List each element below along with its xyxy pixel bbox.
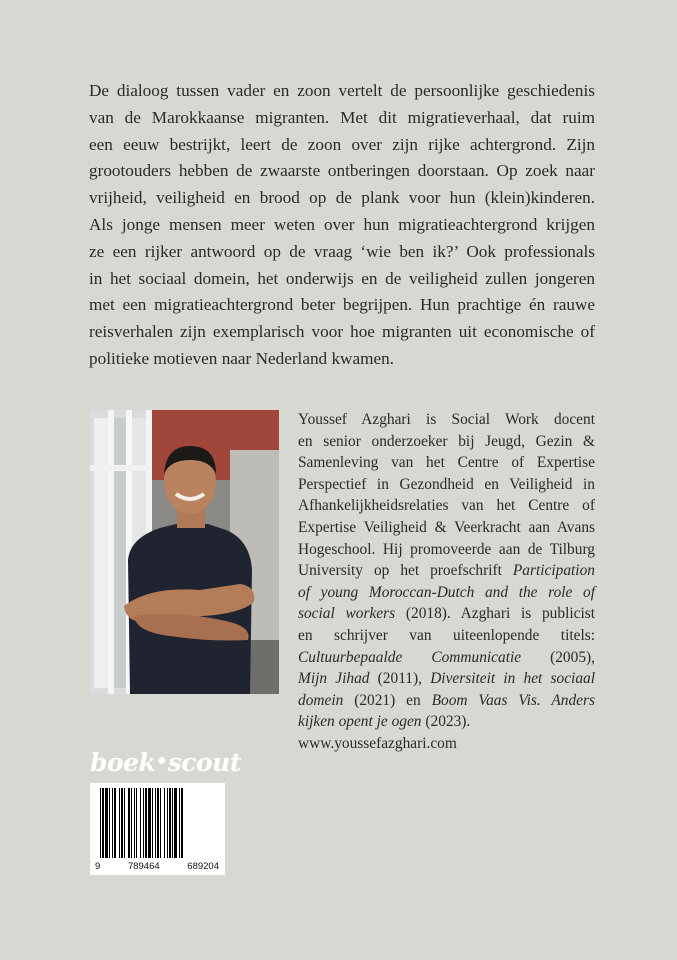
barcode-bar — [128, 788, 130, 858]
barcode-bar — [114, 788, 116, 858]
barcode-bar — [172, 788, 173, 858]
bio-line: Youssef Azghari is Social Work docent — [298, 411, 595, 428]
book-title: Mijn Jihad — [298, 670, 370, 688]
book-title: social workers — [298, 605, 396, 623]
barcode-bar — [143, 788, 144, 858]
bio-line — [298, 668, 595, 690]
barcode-bar — [167, 788, 168, 858]
barcode-bar — [134, 788, 135, 858]
logo-dot: • — [155, 749, 168, 773]
barcode-bar — [112, 788, 113, 858]
barcode-bar — [109, 788, 110, 858]
barcode-bar — [102, 788, 104, 858]
bio-line: Samenleving van het Centre of Expertise — [298, 454, 595, 472]
barcode-bar — [145, 788, 147, 858]
bio-line: en senior onderzoeker bij Jeugd, Gezin & — [298, 432, 595, 450]
barcode-digit: 9 — [95, 861, 101, 872]
blurb-line: De dialoog tussen vader en zoon vertelt de persoonlijke geschiedenis — [89, 81, 595, 100]
blurb-line: Als jonge mensen meer weten over hun migratieachtergrond krijgen — [89, 214, 595, 234]
barcode-bar — [152, 788, 153, 858]
barcode-bar — [105, 788, 108, 858]
barcode-bar — [164, 788, 165, 858]
bio-line — [298, 582, 595, 604]
barcode-bar — [100, 788, 101, 858]
barcode-digits: 689204 — [187, 861, 219, 872]
bio-text: (2005), — [550, 648, 595, 666]
barcode-bar — [160, 788, 161, 858]
bio-line: Expertise Veiligheid & Veerkracht aan Avans — [298, 518, 595, 536]
barcode-bar — [119, 788, 120, 858]
bio-text: (2018). Azghari is publicist — [405, 605, 596, 623]
blurb-line: reisverhalen zijn exemplarisch voor hoe migranten uit economische of — [89, 322, 595, 342]
book-title: of young Moroccan-Dutch and the role of — [298, 583, 595, 601]
barcode-bar — [174, 788, 177, 858]
blurb-line: politieke motieven naar Nederland kwamen. — [89, 348, 394, 368]
logo-text: scout — [167, 748, 241, 777]
barcode-bars — [90, 783, 225, 861]
blurb-line: van de Marokkaanse migranten. Met dit migratieverhaal, dat ruim — [89, 107, 595, 127]
barcode-bar — [157, 788, 159, 858]
barcode-bar — [124, 788, 125, 858]
bio-line — [298, 603, 595, 625]
back-cover-blurb — [89, 78, 595, 373]
author-website: www.youssefazghari.com — [298, 734, 457, 752]
bio-text: (2011), — [377, 670, 422, 688]
book-title: Participation — [512, 562, 595, 580]
blurb-line: grootouders hebben de zwaarste ontberingen doorstaan. Op zoek naar — [89, 161, 595, 181]
barcode-bar — [140, 788, 141, 858]
barcode-bar — [148, 788, 151, 858]
publisher-logo — [90, 748, 241, 780]
book-title: Diversiteit in het sociaal — [430, 670, 595, 688]
barcode-bar — [131, 788, 132, 858]
book-title: domein — [298, 691, 344, 709]
barcode-digits: 789464 — [127, 861, 160, 872]
blurb-line: met een migratieachtergrond beter begrijpen. Hun prachtige én rauwe — [89, 295, 595, 315]
barcode-bar — [121, 788, 123, 858]
blurb-line: in het sociaal domein, het onderwijs en de veiligheid zullen jongeren — [89, 268, 595, 288]
isbn-barcode — [90, 783, 225, 875]
barcode-bar — [181, 788, 183, 858]
bio-line — [298, 711, 595, 733]
bio-line: Hogeschool. Hij promoveerde aan de Tilburg — [298, 540, 595, 558]
bio-text: (2021) en — [354, 691, 421, 709]
barcode-bar — [179, 788, 180, 858]
barcode-number — [90, 861, 225, 872]
bio-text: (2023). — [425, 713, 471, 731]
author-photo — [90, 410, 279, 694]
bio-line — [298, 647, 595, 669]
book-title: kijken opent je ogen — [298, 713, 422, 731]
barcode-bar — [136, 788, 137, 858]
bio-line: Afhankelijkheidsrelaties van het Centre of — [298, 497, 595, 515]
book-title: Cultuurbepaalde Communicatie — [298, 648, 522, 666]
bio-line — [298, 560, 595, 582]
barcode-bar — [169, 788, 171, 858]
blurb-line: vrijheid, veiligheid en brood op de plank voor hun (klein)kinderen. — [89, 188, 595, 208]
book-title: Boom Vaas Vis. Anders — [431, 691, 595, 709]
bio-line — [298, 690, 595, 712]
barcode-bar — [155, 788, 156, 858]
bio-line: en schrijver van uiteenlopende titels: — [298, 626, 595, 644]
blurb-line: een eeuw bestrijkt, leert de zoon over zijn rijke achtergrond. Zijn — [89, 134, 595, 154]
blurb-line: ze een rijker antwoord op de vraag ‘wie ben ik?’ Ook professionals — [89, 241, 595, 261]
bio-line: Perspectief in Gezondheid en Veiligheid in — [298, 475, 595, 493]
bio-text: University op het proefschrift — [298, 562, 502, 580]
author-bio — [298, 409, 595, 755]
logo-text: boek — [90, 748, 156, 777]
